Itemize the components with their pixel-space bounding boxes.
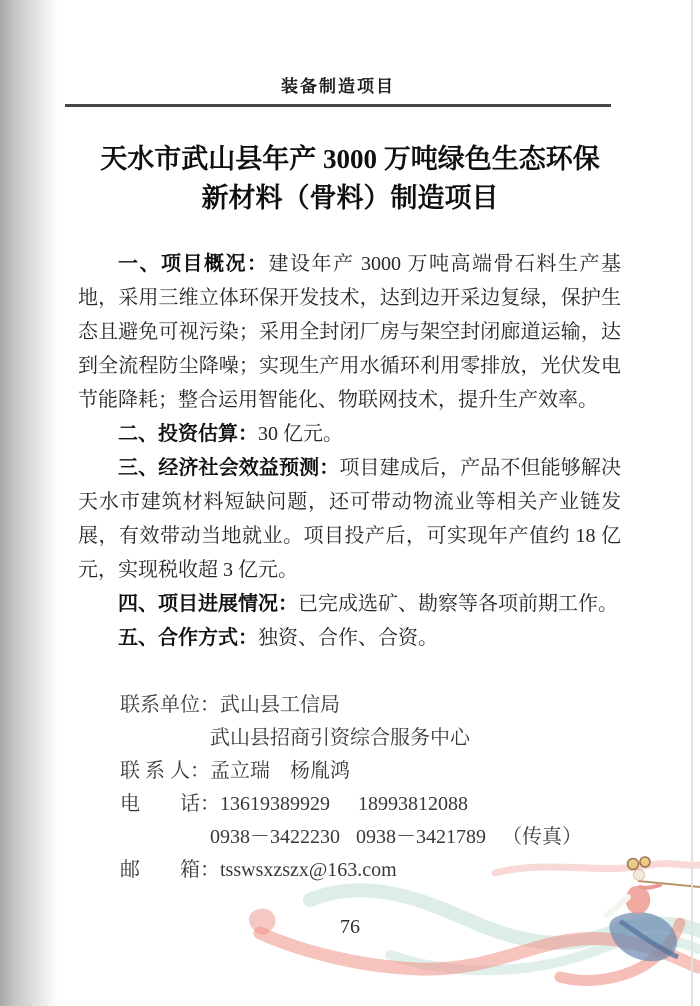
- phone-gap: [330, 788, 358, 821]
- contact-phone-landline-2: 0938－3421789: [356, 826, 486, 848]
- section-overview: [78, 247, 621, 417]
- section-investment-text: 30 亿元。: [258, 423, 343, 445]
- contact-phone-row-2: [120, 821, 630, 854]
- section-benefit-forecast: [78, 451, 621, 587]
- section-benefit-forecast-text: 项目建成后，产品不但能够解决天水市建筑材料短缺问题，还可带动物流业等相关产业链发展，有效带动当地就业。项目投产后，可实现年产值约 18 亿元，实现税收超 3 亿元。: [78, 457, 621, 581]
- section-cooperation-label: 五、合作方式：: [118, 627, 258, 649]
- section-benefit-forecast-label: 三、经济社会效益预测：: [118, 457, 340, 479]
- contact-phone-mobile-1: 13619389929: [220, 793, 330, 815]
- page-number: 76: [340, 916, 360, 938]
- contact-unit-value-2: 武山县招商引资综合服务中心: [210, 727, 470, 749]
- page-left-shadow: [0, 0, 58, 1006]
- contact-person-label: 联 系 人：: [120, 760, 210, 782]
- section-overview-label: 一、项目概况：: [118, 253, 269, 275]
- section-investment-label: 二、投资估算：: [118, 423, 258, 445]
- teal-ribbon-2-icon: [390, 938, 698, 970]
- contact-unit-row: [120, 689, 630, 722]
- contact-phone-label-spacer: [120, 821, 210, 854]
- contact-person-value: 孟立瑞 杨胤鸿: [210, 760, 350, 782]
- contact-email-row: [120, 854, 630, 887]
- section-overview-text: 建设年产 3000 万吨高端骨石料生产基地，采用三维立体环保开发技术，达到边开采边复绿，保护生态且避免可视污染；采用全封闭厂房与架空封闭廊道运输，达到全流程防尘降噪；实现生产用水循环利用零排放，光伏发电节能降耗；整合运用智能化、物联网技术，提升生产效率。: [78, 253, 621, 411]
- contact-unit-value-1: 武山县工信局: [220, 694, 340, 716]
- running-head-category: 装备制造项目: [65, 72, 611, 107]
- document-title-line1: 天水市武山县年产 3000 万吨绿色生态环保: [100, 144, 600, 174]
- document-title-line2: 新材料（骨料）制造项目: [201, 183, 499, 213]
- section-progress: [78, 587, 621, 621]
- contact-phone-mobile-2: 18993812088: [358, 793, 468, 815]
- section-cooperation-text: 独资、合作、合资。: [258, 627, 438, 649]
- contact-unit-row-2: [120, 722, 630, 755]
- contact-phone-landline-1: 0938－3422230: [210, 826, 340, 848]
- phone-gap-3: [486, 821, 502, 854]
- contact-email-value: tsswsxzszx@163.com: [220, 859, 397, 881]
- contact-block: [120, 689, 630, 887]
- contact-phone-row: [120, 788, 630, 821]
- contact-email-label: 邮 箱：: [120, 859, 220, 881]
- section-progress-label: 四、项目进展情况：: [118, 593, 298, 615]
- contact-fax-note: （传真）: [502, 826, 582, 848]
- section-cooperation: [78, 621, 621, 655]
- contact-phone-label: 电 话：: [120, 793, 220, 815]
- contact-person-row: [120, 755, 630, 788]
- phone-gap-2: [340, 821, 356, 854]
- section-investment: [78, 417, 621, 451]
- contact-unit-label-spacer: [120, 722, 210, 755]
- document-title: [70, 140, 630, 218]
- contact-unit-label: 联系单位：: [120, 694, 220, 716]
- section-progress-text: 已完成选矿、勘察等各项前期工作。: [298, 593, 618, 615]
- document-body: [78, 247, 621, 655]
- page-right-edge: [691, 0, 693, 1006]
